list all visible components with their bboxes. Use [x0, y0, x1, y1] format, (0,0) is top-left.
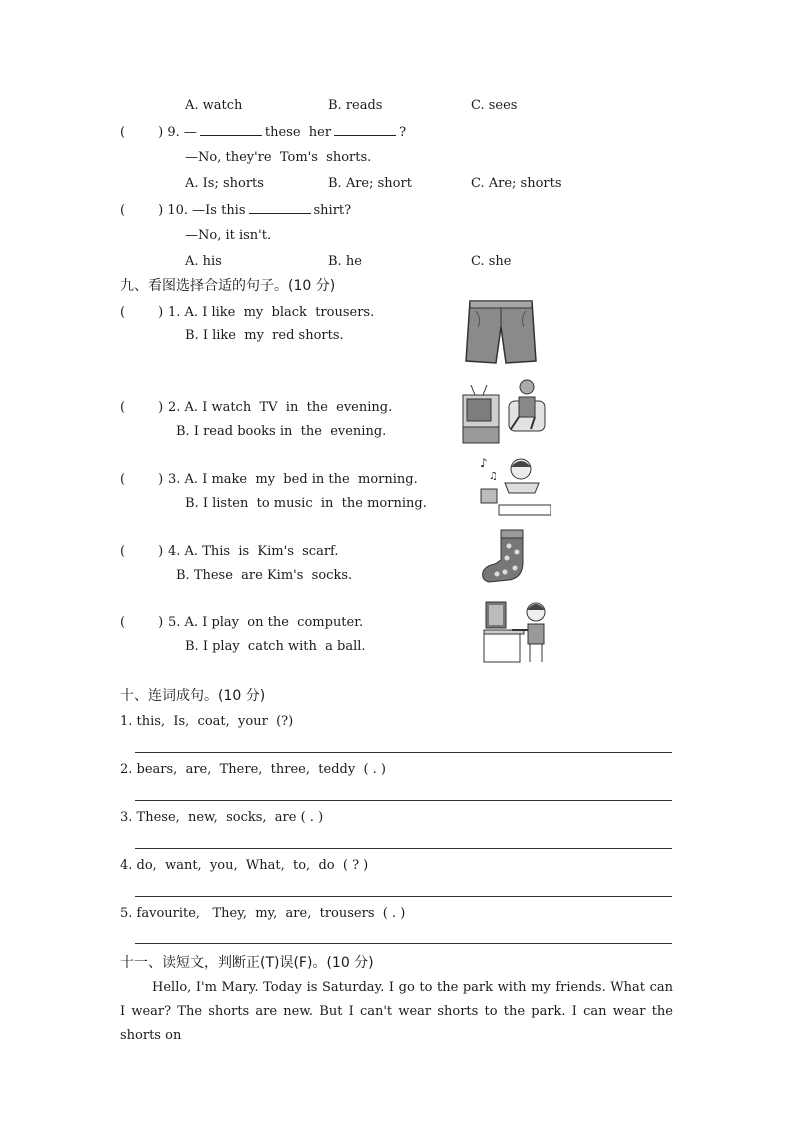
- q8-option-b: B. reads: [328, 98, 383, 113]
- answer-line-1[interactable]: [135, 752, 672, 753]
- s9-q3-option-a: 3. A. I make my bed in the morning.: [168, 472, 418, 487]
- s10-item-2: 2. bears, are, There, three, teddy ( . ): [120, 762, 386, 777]
- answer-line-5[interactable]: [135, 943, 672, 944]
- s9-q2-option-a: 2. A. I watch TV in the evening.: [168, 400, 393, 415]
- blank-1[interactable]: [200, 123, 262, 136]
- watching-tv-picture: [461, 377, 547, 445]
- q9-option-a: A. Is; shorts: [185, 176, 264, 191]
- q9-option-c: C. Are; shorts: [471, 176, 562, 191]
- s9-q1-option-a: 1. A. I like my black trousers.: [168, 305, 375, 320]
- s9-q2-paren[interactable]: ( ): [120, 400, 164, 415]
- section-10-title: 十、连词成句。(10 分): [120, 688, 266, 704]
- s10-item-1: 1. this, Is, coat, your (?): [120, 714, 294, 729]
- question-number: 10. —Is this: [167, 203, 246, 218]
- answer-paren: ( ): [120, 125, 164, 140]
- question-mark: ?: [399, 125, 407, 140]
- answer-line-2[interactable]: [135, 800, 672, 801]
- reading-passage: Hello, I'm Mary. Today is Saturday. I go to the park with my friends. What can I wear? The shorts are new. But I can't wear shorts to the park. I can wear the shorts on: [120, 980, 673, 1043]
- s9-q4-option-a: 4. A. This is Kim's scarf.: [168, 544, 339, 559]
- s9-q4-option-b: B. These are Kim's socks.: [176, 568, 353, 583]
- q8-option-a: A. watch: [185, 98, 243, 113]
- blank-1[interactable]: [249, 201, 311, 214]
- svg-text:♫: ♫: [489, 471, 498, 482]
- s9-q5-option-b: B. I play catch with a ball.: [185, 639, 366, 654]
- s9-q3-option-b: B. I listen to music in the morning.: [185, 496, 427, 511]
- s9-q1-option-b: B. I like my red shorts.: [185, 328, 344, 343]
- s10-item-4: 4. do, want, you, What, to, do ( ? ): [120, 858, 369, 873]
- s9-q1-paren[interactable]: ( ): [120, 305, 164, 320]
- q10-option-c: C. she: [471, 254, 512, 269]
- q8-option-c: C. sees: [471, 98, 518, 113]
- sock-picture: [479, 528, 529, 584]
- question-text: shirt?: [313, 203, 352, 218]
- q9-question: [120, 123, 406, 141]
- s9-q3-paren[interactable]: ( ): [120, 472, 164, 487]
- q10-option-a: A. his: [185, 254, 222, 269]
- q9-option-b: B. Are; short: [328, 176, 412, 191]
- q10-question: [120, 201, 351, 219]
- section-9-title: 九、看图选择合适的句子。(10 分): [120, 278, 336, 294]
- answer-line-3[interactable]: [135, 848, 672, 849]
- s9-q5-paren[interactable]: ( ): [120, 615, 164, 630]
- question-number: 9. —: [167, 125, 197, 140]
- computer-picture: [482, 598, 552, 664]
- q9-answer: —No, they're Tom's shorts.: [185, 150, 372, 165]
- q10-answer: —No, it isn't.: [185, 228, 272, 243]
- blank-2[interactable]: [334, 123, 396, 136]
- question-text: these her: [264, 125, 332, 140]
- s9-q2-option-b: B. I read books in the evening.: [176, 424, 387, 439]
- answer-paren: ( ): [120, 203, 164, 218]
- s10-item-3: 3. These, new, socks, are ( . ): [120, 810, 324, 825]
- listening-music-picture: [477, 453, 551, 517]
- s10-item-5: 5. favourite, They, my, are, trousers ( . ): [120, 906, 406, 921]
- s9-q5-option-a: 5. A. I play on the computer.: [168, 615, 364, 630]
- answer-line-4[interactable]: [135, 896, 672, 897]
- shorts-picture: [462, 297, 540, 367]
- q10-option-b: B. he: [328, 254, 362, 269]
- s9-q4-paren[interactable]: ( ): [120, 544, 164, 559]
- svg-text:♪: ♪: [480, 456, 488, 470]
- section-11-title: 十一、读短文，判断正(T)误(F)。(10 分): [120, 955, 374, 971]
